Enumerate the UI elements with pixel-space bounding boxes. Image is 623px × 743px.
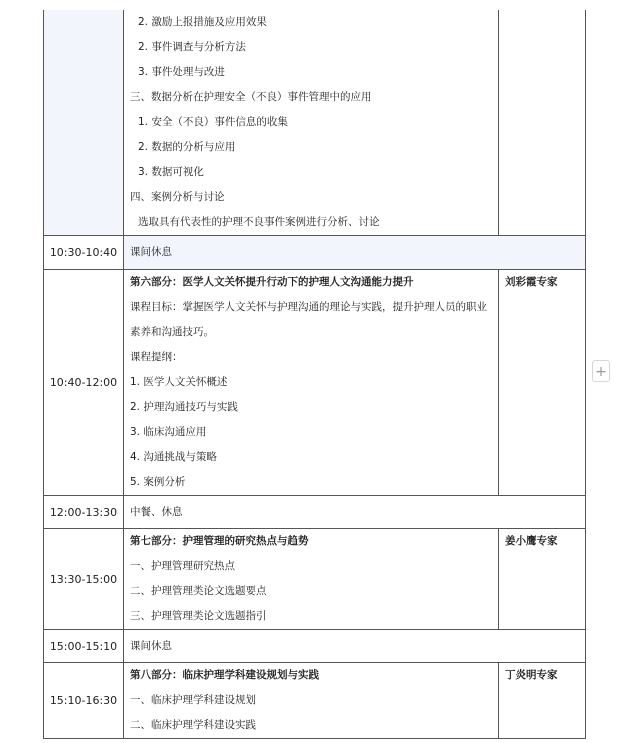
outline-label: 课程提纲： (130, 351, 183, 363)
table-row (44, 630, 586, 663)
content-cell (124, 496, 586, 529)
outline-item: 选取具有代表性的护理不良事件案例进行分析、讨论 (138, 216, 380, 228)
content-cell (124, 236, 586, 270)
time-cell (44, 10, 124, 236)
time-cell: 13:30-15:00 (44, 529, 124, 630)
outline-item: 2. 激励上报措施及应用效果 (138, 16, 267, 28)
break-label: 中餐、休息 (130, 505, 183, 518)
speaker-name: 姜小鹰专家 (505, 535, 558, 547)
outline-item: 3. 临床沟通应用 (130, 426, 207, 438)
outline-item: 二、护理管理类论文选题要点 (130, 585, 267, 597)
outline-item: 5. 案例分析 (130, 476, 186, 488)
content-cell (124, 10, 499, 236)
break-label: 课间休息 (130, 639, 172, 652)
course-objective: 课程目标：掌握医学人文关怀与护理沟通的理论与实践，提升护理人员的职业素养和沟通技巧。 (130, 301, 487, 338)
speaker-cell (499, 529, 586, 630)
part-title: 第七部分：护理管理的研究热点与趋势 (130, 535, 309, 547)
outline-item: 2. 护理沟通技巧与实践 (130, 401, 238, 413)
table-row (44, 529, 586, 630)
outline-item: 二、临床护理学科建设实践 (130, 719, 256, 731)
speaker-name: 刘彩霞专家 (505, 276, 558, 288)
outline-item: 1. 医学人文关怀概述 (130, 376, 228, 388)
content-cell (124, 270, 499, 496)
table-row (44, 236, 586, 270)
schedule-table (43, 10, 586, 739)
section-heading: 四、案例分析与讨论 (130, 191, 225, 203)
time-cell: 10:40-12:00 (44, 270, 124, 496)
part-title: 第八部分：临床护理学科建设规划与实践 (130, 669, 319, 681)
speaker-cell (499, 10, 586, 236)
outline-item: 2. 事件调查与分析方法 (138, 41, 246, 53)
table-row (44, 10, 586, 236)
outline-item: 一、护理管理研究热点 (130, 560, 235, 572)
content-cell (124, 529, 499, 630)
outline-item: 4. 沟通挑战与策略 (130, 451, 217, 463)
table-row (44, 496, 586, 529)
section-heading: 三、数据分析在护理安全（不良）事件管理中的应用 (130, 91, 372, 103)
outline-item: 3. 数据可视化 (138, 166, 204, 178)
outline-item: 一、临床护理学科建设规划 (130, 694, 256, 706)
part-title: 第六部分：医学人文关怀提升行动下的护理人文沟通能力提升 (130, 276, 414, 288)
time-cell: 12:00-13:30 (44, 496, 124, 529)
content-cell (124, 630, 586, 663)
content-cell (124, 663, 499, 739)
speaker-name: 丁炎明专家 (505, 669, 558, 681)
outline-item: 3. 事件处理与改进 (138, 66, 225, 78)
outline-item: 1. 安全（不良）事件信息的收集 (138, 116, 288, 128)
plus-icon[interactable]: + (592, 360, 610, 382)
table-row (44, 270, 586, 496)
time-cell: 15:00-15:10 (44, 630, 124, 663)
speaker-cell (499, 270, 586, 496)
speaker-cell (499, 663, 586, 739)
time-cell: 10:30-10:40 (44, 236, 124, 270)
outline-item: 2. 数据的分析与应用 (138, 141, 236, 153)
table-row (44, 663, 586, 739)
outline-item: 三、护理管理类论文选题指引 (130, 610, 267, 622)
time-cell: 15:10-16:30 (44, 663, 124, 739)
break-label: 课间休息 (130, 246, 172, 258)
